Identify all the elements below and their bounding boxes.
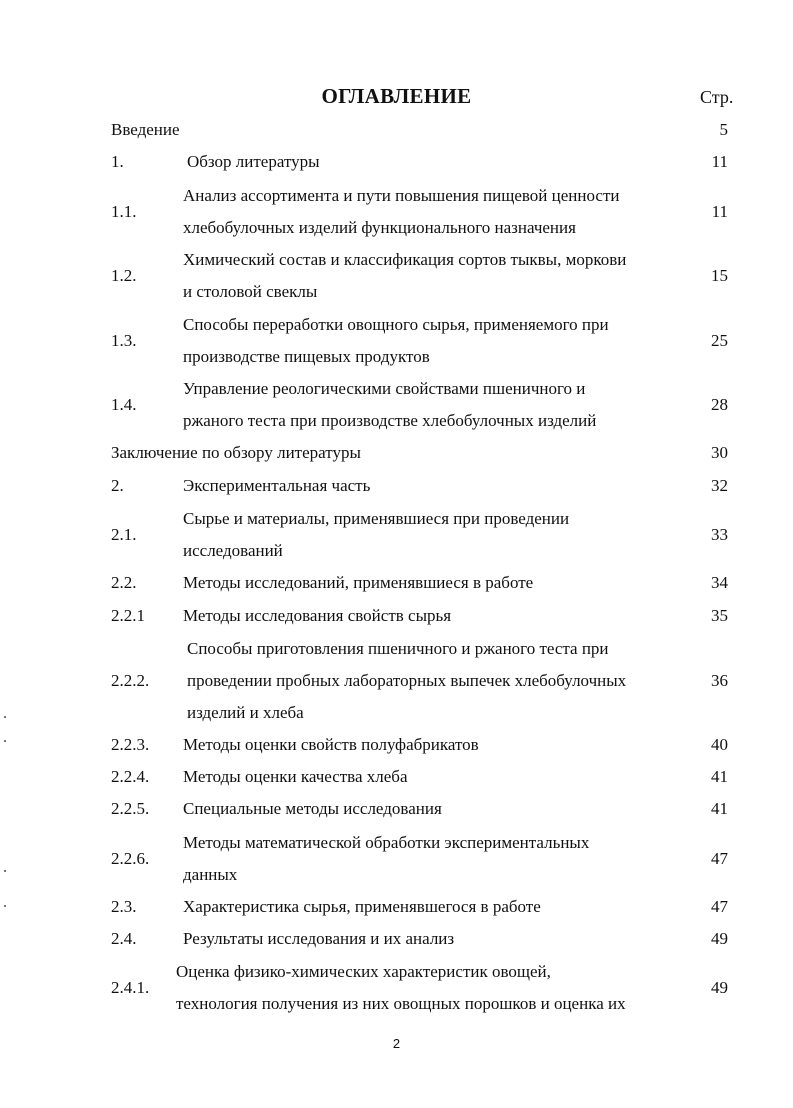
toc-entry-page: 34 <box>711 573 728 592</box>
scan-speck <box>4 905 6 907</box>
toc-entry-page: 25 <box>711 331 728 350</box>
toc-entry-page: 30 <box>711 443 728 462</box>
toc-entry-title <box>111 114 681 146</box>
toc-entry-title-line: Заключение по обзору литературы <box>111 443 361 462</box>
toc-entry <box>0 373 793 437</box>
toc-entry-title-line: Специальные методы исследования <box>183 799 442 818</box>
page-column-label: Стр. <box>700 87 734 107</box>
toc-entry-title <box>183 470 683 502</box>
toc-entry <box>0 309 793 373</box>
toc-entry <box>0 244 793 308</box>
toc-entry-title-line: исследований <box>183 541 283 560</box>
toc-entry-page: 32 <box>711 476 728 495</box>
toc-entry-number: 2.2.2. <box>111 671 150 690</box>
toc-entry-title <box>187 146 687 178</box>
toc-entry-title-line: ржаного теста при производстве хлебобулочных изделий <box>183 411 597 430</box>
toc-entry <box>0 891 793 923</box>
toc-entry-title <box>183 373 683 437</box>
toc-entry <box>0 600 793 632</box>
toc-entry-title-line: Оценка физико-химических характеристик овощей, <box>176 962 551 981</box>
toc-entry-page: 40 <box>711 735 728 754</box>
scan-speck <box>4 870 6 872</box>
toc-entry-number: 2.2. <box>111 573 137 592</box>
toc-entry-title-line: Экспериментальная часть <box>183 476 371 495</box>
toc-entry-number: 2.4.1. <box>111 978 150 997</box>
toc-entry-title <box>111 437 681 469</box>
toc-entry-title-line: Введение <box>111 120 180 139</box>
toc-entry-title-line: производстве пищевых продуктов <box>183 347 430 366</box>
toc-entry-title-line: Способы переработки овощного сырья, применяемого при <box>183 315 609 334</box>
toc-entry <box>0 503 793 567</box>
toc-entry-title <box>183 244 683 308</box>
toc-entry-page: 11 <box>711 202 728 221</box>
toc-entry <box>0 827 793 891</box>
toc-entry-title-line: Методы оценки качества хлеба <box>183 767 408 786</box>
toc-entry-number: 2.2.5. <box>111 799 150 818</box>
toc-entry-number: 1. <box>111 152 124 171</box>
toc-entry <box>0 437 793 469</box>
toc-heading: ОГЛАВЛЕНИЕ <box>321 84 472 108</box>
toc-entry-page: 49 <box>711 978 728 997</box>
toc-entry-title-line: Управление реологическими свойствами пшеничного и <box>183 379 586 398</box>
toc-entry-title <box>183 827 683 891</box>
toc-entry-title <box>183 567 683 599</box>
toc-entry-number: 1.2. <box>111 266 137 285</box>
toc-entry-page: 28 <box>711 395 728 414</box>
toc-entry-number: 2.1. <box>111 525 137 544</box>
toc-entry-number: 2.3. <box>111 897 137 916</box>
toc-entry-page: 41 <box>711 767 728 786</box>
toc-entry <box>0 793 793 825</box>
toc-entry-number: 2.4. <box>111 929 137 948</box>
toc-entry-page: 41 <box>711 799 728 818</box>
toc-entry-title-line: Химический состав и классификация сортов тыквы, моркови <box>183 250 627 269</box>
toc-entry-title-line: Обзор литературы <box>187 152 320 171</box>
toc-entry-title-line: Методы оценки свойств полуфабрикатов <box>183 735 479 754</box>
toc-entry-title <box>183 309 683 373</box>
toc-entry-number: 1.3. <box>111 331 137 350</box>
toc-entry-title-line: технология получения из них овощных порошков и оценка их <box>176 994 626 1013</box>
toc-entry-title-line: и столовой свеклы <box>183 282 318 301</box>
toc-entry-title-line: Результаты исследования и их анализ <box>183 929 455 948</box>
toc-entry-number: 2.2.1 <box>111 606 145 625</box>
toc-entry-number: 2.2.6. <box>111 849 150 868</box>
toc-entry-title <box>176 956 676 1020</box>
toc-entry-title-line: Методы математической обработки экспериментальных <box>183 833 590 852</box>
toc-entry-title <box>183 891 683 923</box>
toc-entry-title-line: проведении пробных лабораторных выпечек хлебобулочных <box>187 671 627 690</box>
toc-entry-title <box>187 633 687 729</box>
toc-entry-number: 2. <box>111 476 124 495</box>
toc-entry-title-line: данных <box>183 865 238 884</box>
toc-entry-page: 47 <box>711 849 728 868</box>
toc-entry-page: 15 <box>711 266 728 285</box>
toc-entry-title <box>183 923 683 955</box>
toc-entry-title <box>183 180 683 244</box>
page-number: 2 <box>392 1036 401 1051</box>
toc-entry-number: 2.2.4. <box>111 767 150 786</box>
toc-entry-title-line: Способы приготовления пшеничного и ржаного теста при <box>187 639 609 658</box>
toc-entry-title-line: Методы исследования свойств сырья <box>183 606 452 625</box>
toc-entry <box>0 956 793 1020</box>
toc-entry-title-line: Характеристика сырья, применявшегося в работе <box>183 897 541 916</box>
toc-entry-number: 1.4. <box>111 395 137 414</box>
toc-entry <box>0 729 793 761</box>
toc-entry-page: 49 <box>711 929 728 948</box>
toc-entry <box>0 470 793 502</box>
toc-entry-title-line: Анализ ассортимента и пути повышения пищевой ценности <box>183 186 620 205</box>
scan-speck <box>4 716 6 718</box>
toc-entry-page: 35 <box>711 606 728 625</box>
toc-entry-title <box>183 729 683 761</box>
toc-entry-title-line: Методы исследований, применявшиеся в работе <box>183 573 534 592</box>
toc-entry-page: 33 <box>711 525 728 544</box>
toc-entry-title <box>183 793 683 825</box>
toc-entry <box>0 180 793 244</box>
toc-entry-number: 2.2.3. <box>111 735 150 754</box>
toc-entry-title-line: Сырье и материалы, применявшиеся при проведении <box>183 509 570 528</box>
toc-entry-number: 1.1. <box>111 202 137 221</box>
toc-entry <box>0 114 793 146</box>
toc-entry-page: 47 <box>711 897 728 916</box>
toc-entry-page: 36 <box>711 671 728 690</box>
toc-entry-title <box>183 761 683 793</box>
toc-entry <box>0 923 793 955</box>
toc-entry-page: 5 <box>719 120 728 139</box>
toc-entry-title <box>183 600 683 632</box>
scan-speck <box>4 740 6 742</box>
toc-entry-title-line: изделий и хлеба <box>187 703 304 722</box>
toc-entry-title <box>183 503 683 567</box>
toc-entry-page: 11 <box>711 152 728 171</box>
toc-entry <box>0 146 793 178</box>
toc-entry <box>0 633 793 729</box>
toc-entry <box>0 761 793 793</box>
toc-entry <box>0 567 793 599</box>
toc-entry-title-line: хлебобулочных изделий функционального назначения <box>183 218 576 237</box>
